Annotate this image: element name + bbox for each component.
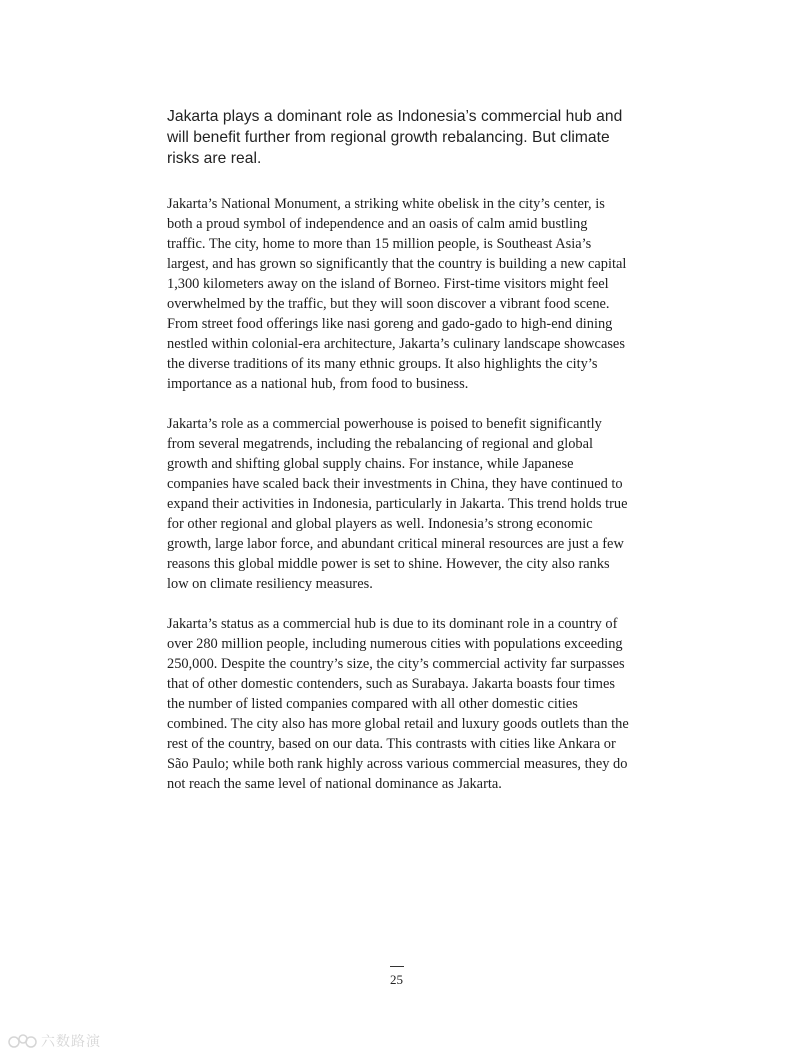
page-footer xyxy=(0,966,793,989)
watermark-logo-icon xyxy=(8,1033,38,1049)
lead-paragraph: Jakarta plays a dominant role as Indonesia’s commercial hub and will benefit further from regional growth rebalancing. But climate risks are real. xyxy=(167,108,623,167)
body-paragraph-3: Jakarta’s status as a commercial hub is due to its dominant role in a country of over 280 million people, including numerous cities with populations exceeding 250,000. Despite the country’s size, the city’s commercial activity far surpasses that of other domestic contenders, such as Surabaya. Jakarta boasts four times the number of listed companies compared with all other domestic cities combined. The city also has more global retail and luxury goods outlets than the rest of the country, based on our data. This contrasts with cities like Ankara or São Paulo; while both rank highly across various commercial measures, they do not reach the same level of national dominance as Jakarta. xyxy=(167,616,629,792)
watermark xyxy=(8,1031,101,1051)
page-number: 25 xyxy=(390,972,403,987)
watermark-text: 六数路演 xyxy=(41,1034,101,1050)
body-paragraph-2: Jakarta’s role as a commercial powerhouse is poised to benefit significantly from several megatrends, including the rebalancing of regional and global growth and shifting global supply chains. For instance, while Japanese companies have scaled back their investments in China, they have continued to expand their activities in Indonesia, particularly in Jakarta. This trend holds true for other regional and global players as well. Indonesia’s strong economic growth, large labor force, and abundant critical mineral resources are just a few reasons this global middle power is set to shine. However, the city also ranks low on climate resiliency measures. xyxy=(167,416,628,592)
article-content xyxy=(167,106,629,814)
body-paragraph-1: Jakarta’s National Monument, a striking white obelisk in the city’s center, is both a proud symbol of independence and an oasis of calm amid bustling traffic. The city, home to more than 15 million people, is Southeast Asia’s largest, and has grown so significantly that the country is building a new capital 1,300 kilometers away on the island of Borneo. First-time visitors might feel overwhelmed by the traffic, but they will soon discover a vibrant food scene. From street food offerings like nasi goreng and gado-gado to high-end dining nestled within colonial-era architecture, Jakarta’s culinary landscape showcases the diverse traditions of its many ethnic groups. It also highlights the city’s importance as a national hub, from food to business. xyxy=(167,196,627,392)
page-number-rule xyxy=(390,966,404,967)
